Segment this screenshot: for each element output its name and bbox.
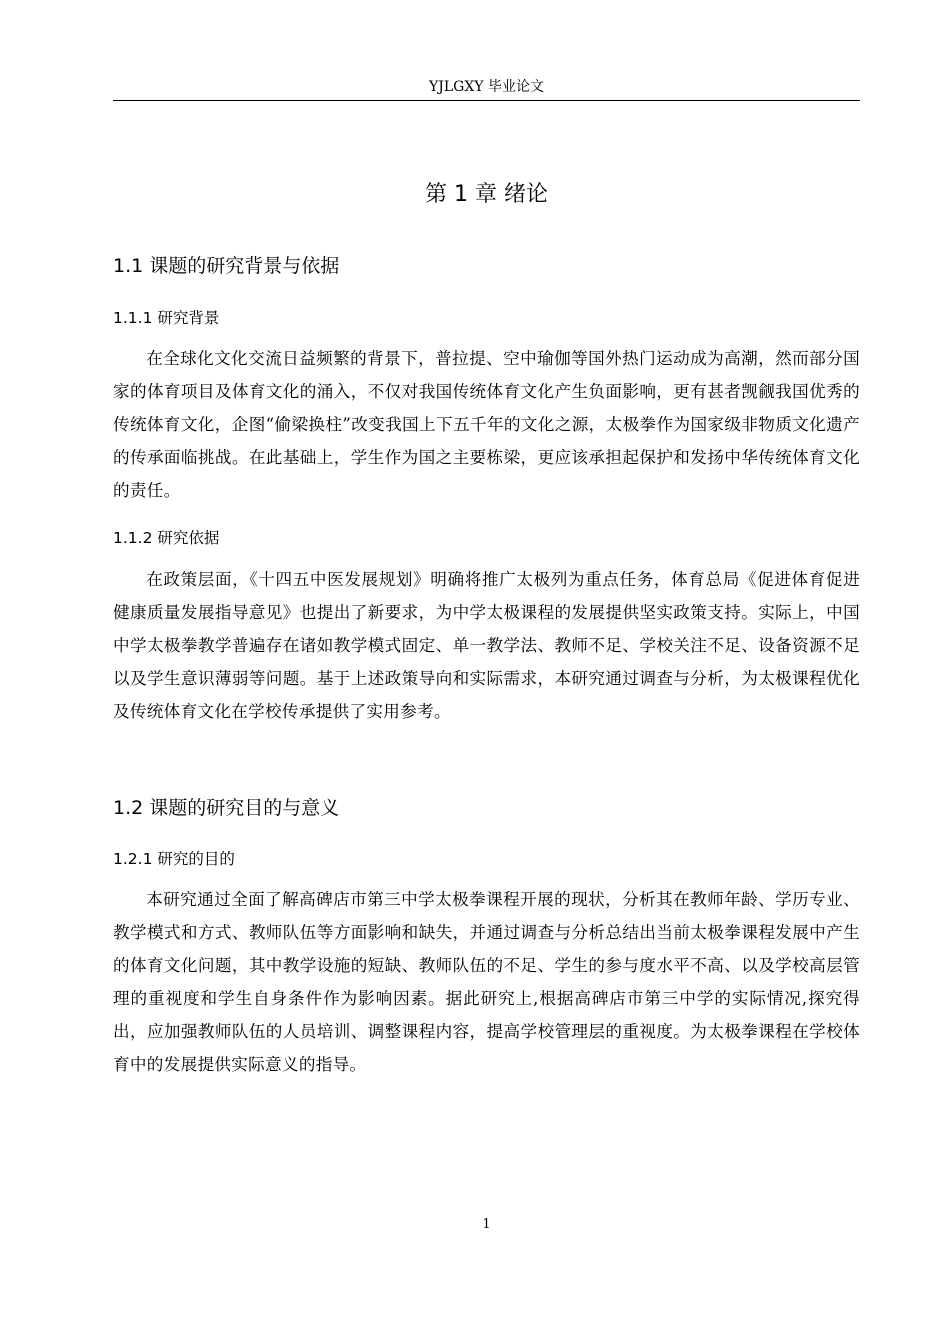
subsection-heading-1-2-1: 1.2.1 研究的目的 <box>113 850 235 868</box>
subsection-heading-1-1-2: 1.1.2 研究依据 <box>113 529 220 547</box>
running-header: YJLGXY 毕业论文 <box>429 79 544 95</box>
chapter-title: 第 1 章 绪论 <box>425 182 548 207</box>
section-heading-1-1: 1.1 课题的研究背景与依据 <box>113 255 340 277</box>
paragraph-research-basis: 在政策层面，《十四五中医发展规划》明确将推广太极列为重点任务，体育总局《促进体育促进健康质量发展指导意见》也提出了新要求，为中学太极课程的发展提供坚实政策支持。实际上，中国中学太极拳教学普遍存在诸如教学模式固定、单一教学法、教师不足、学校关注不足、设备资源不足以及学生意识薄弱等问题。基于上述政策导向和实际需求，本研究通过调查与分析，为太极课程优化及传统体育文化在学校传承提供了实用参考。 <box>113 570 860 721</box>
header-rule <box>113 100 860 101</box>
paragraph-research-purpose: 本研究通过全面了解高碑店市第三中学太极拳课程开展的现状，分析其在教师年龄、学历专业、教学模式和方式、教师队伍等方面影响和缺失，并通过调查与分析总结出当前太极拳课程发展中产生的体育文化问题，其中教学设施的短缺、教师队伍的不足、学生的参与度水平不高、以及学校高层管理的重视度和学生自身条件作为影响因素。据此研究上,根据高碑店市第三中学的实际情况,探究得出，应加强教师队伍的人员培训、调整课程内容，提高学校管理层的重视度。为太极拳课程在学校体育中的发展提供实际意义的指导。 <box>113 890 860 1074</box>
section-heading-1-2: 1.2 课题的研究目的与意义 <box>113 797 340 819</box>
paragraph-research-background: 在全球化文化交流日益频繁的背景下，普拉提、空中瑜伽等国外热门运动成为高潮，然而部分国家的体育项目及体育文化的涌入，不仅对我国传统体育文化产生负面影响，更有甚者觊觎我国优秀的传统体育文化，企图“偷梁换柱”改变我国上下五千年的文化之源，太极拳作为国家级非物质文化遗产的传承面临挑战。在此基础上，学生作为国之主要栋梁，更应该承担起保护和发扬中华传统体育文化的责任。 <box>113 349 860 500</box>
page-number: 1 <box>482 1217 491 1232</box>
subsection-heading-1-1-1: 1.1.1 研究背景 <box>113 309 220 327</box>
